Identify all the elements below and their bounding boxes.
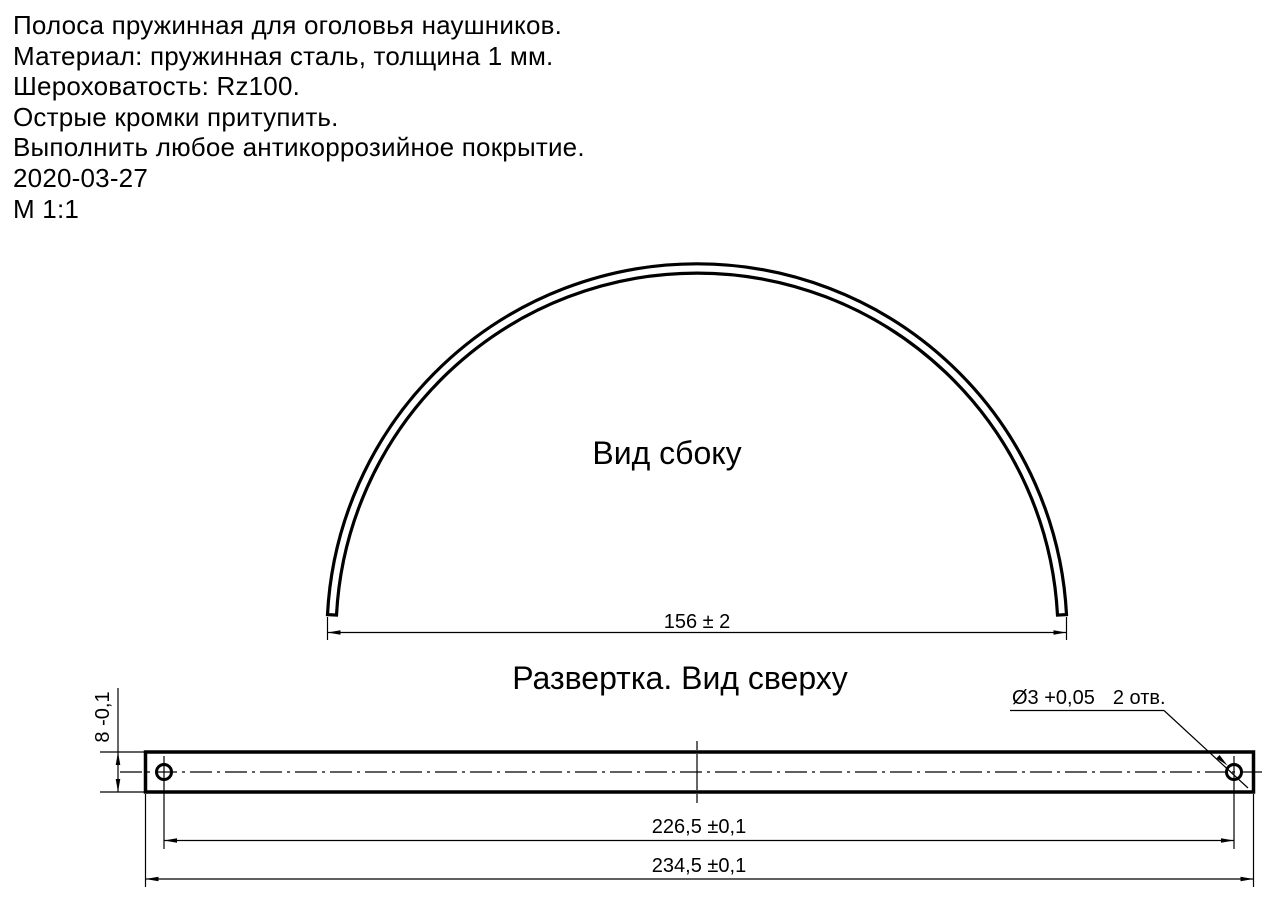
hole-spacing-dimension-text: 226,5 ±0,1: [651, 816, 747, 838]
hole-count-text: 2 отв.: [1112, 687, 1166, 709]
note-line: Шероховатость: Rz100.: [13, 71, 301, 102]
drawing-date: 2020-03-27: [13, 162, 148, 193]
strip-width-dimension-text: 8 -0,1: [92, 691, 114, 743]
drawing-notes: [13, 10, 585, 224]
hole-callout-text: [1012, 688, 1166, 708]
note-line: Выполнить любое антикоррозийное покрытие.: [13, 132, 585, 163]
hole-diameter-text: Ø3 +0,05: [1012, 687, 1095, 709]
overall-length-dimension-text: 234,5 ±0,1: [651, 855, 747, 877]
arrowhead: [1241, 877, 1254, 882]
arrowhead: [116, 779, 121, 792]
note-line: Острые кромки притупить.: [13, 101, 339, 132]
arrowhead: [1221, 838, 1234, 843]
arrowhead: [164, 838, 177, 843]
note-line: Материал: пружинная сталь, толщина 1 мм.: [13, 40, 554, 71]
note-line: Полоса пружинная для оголовья наушников.: [13, 10, 563, 40]
hole-spacing-dimension: [164, 838, 1234, 843]
arrowhead: [1054, 630, 1067, 635]
side-view-label: Вид сбоку: [592, 435, 742, 471]
top-view-title: Развертка. Вид сверху: [512, 660, 848, 696]
arrowhead: [116, 752, 121, 765]
arc-chord-dimension-text: 156 ± 2: [663, 611, 731, 633]
arrowhead: [328, 630, 341, 635]
arrowhead: [146, 877, 159, 882]
drawing-scale: М 1:1: [13, 193, 80, 224]
